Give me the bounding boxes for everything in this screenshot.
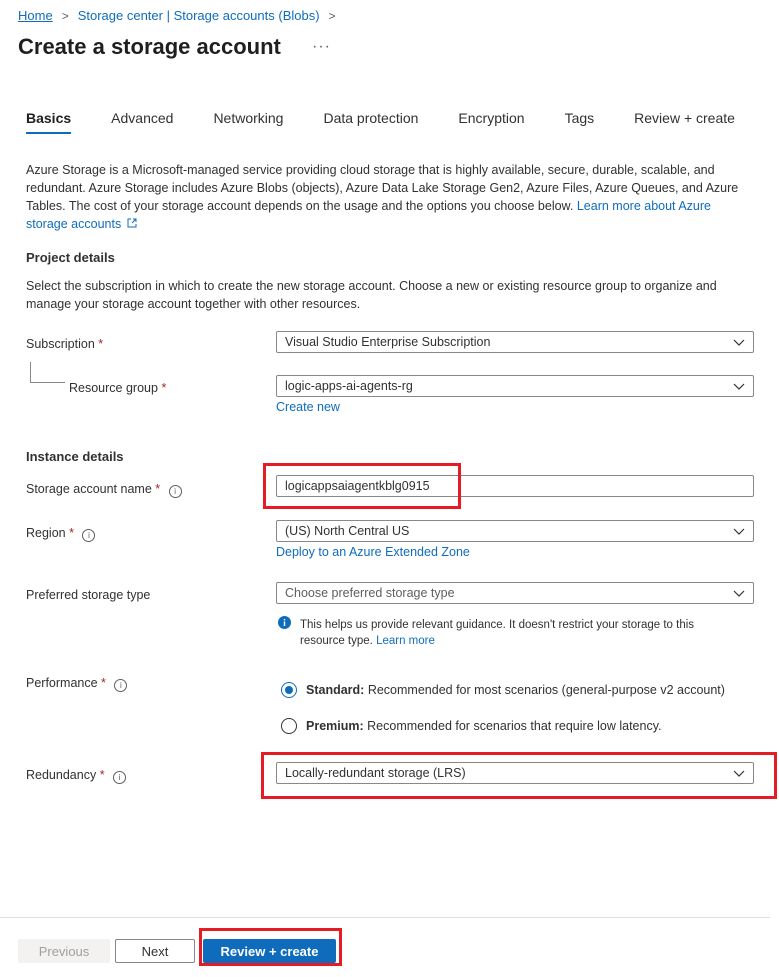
breadcrumb-storage-center-link[interactable]: Storage center | Storage accounts (Blobs) <box>77 8 320 23</box>
storage-type-guidance-text: This helps us provide relevant guidance. It doesn't restrict your storage to this resource type. <box>300 619 695 647</box>
create-new-resource-group-link[interactable]: Create new <box>276 400 340 414</box>
redundancy-label <box>26 768 126 784</box>
highlight-box-redundancy <box>261 752 777 799</box>
tree-connector <box>30 362 65 383</box>
region-label-text: Region <box>26 526 66 540</box>
highlight-box-review-create <box>199 928 342 966</box>
region-label <box>26 526 95 542</box>
chevron-down-icon <box>733 587 745 599</box>
page-title: Create a storage account <box>18 34 281 59</box>
breadcrumb-separator-icon: > <box>61 8 69 23</box>
standard-title: Standard: <box>306 683 365 697</box>
deploy-extended-zone-link[interactable]: Deploy to an Azure Extended Zone <box>276 545 470 559</box>
breadcrumb-separator-icon: > <box>328 8 336 23</box>
tab-data-protection[interactable]: Data protection <box>323 110 419 126</box>
region-value: (US) North Central US <box>285 524 410 538</box>
resource-group-dropdown[interactable] <box>276 375 754 397</box>
preferred-storage-type-placeholder: Choose preferred storage type <box>285 586 455 600</box>
highlight-box-account-name <box>263 463 461 509</box>
intro-text: Azure Storage is a Microsoft-managed service providing cloud storage that is highly available, secure, durable, scalable, and redundant. Azure Storage includes Azure Blobs (objects), Azure Data Lake Storage Gen2, Azure Files, Azure Queues, and Azure Tables. The cost of your storage account depends on the usage and the options you choose below. <box>26 163 739 213</box>
tab-networking[interactable]: Networking <box>213 110 284 126</box>
chevron-down-icon <box>733 380 745 392</box>
tab-tags[interactable]: Tags <box>564 110 595 126</box>
subscription-value: Visual Studio Enterprise Subscription <box>285 335 491 349</box>
breadcrumb <box>18 8 345 23</box>
info-icon[interactable]: i <box>82 529 95 542</box>
premium-desc: Recommended for scenarios that require low latency. <box>367 719 662 733</box>
required-marker: * <box>161 381 167 395</box>
storage-account-name-label <box>26 482 182 498</box>
wizard-tabs <box>26 110 735 134</box>
standard-radio[interactable] <box>281 682 297 698</box>
storage-account-name-label-text: Storage account name <box>26 482 152 496</box>
performance-standard-option[interactable] <box>281 682 725 698</box>
info-icon[interactable]: i <box>114 679 127 692</box>
external-link-icon <box>127 218 137 228</box>
instance-details-heading: Instance details <box>26 449 124 464</box>
premium-radio[interactable] <box>281 718 297 734</box>
required-marker: * <box>101 676 106 690</box>
review-create-button[interactable]: Review + create <box>203 939 336 963</box>
preferred-storage-type-dropdown[interactable] <box>276 582 754 604</box>
info-icon[interactable]: i <box>113 771 126 784</box>
tab-review-create[interactable]: Review + create <box>634 110 735 126</box>
breadcrumb-home-link[interactable]: Home <box>18 8 53 23</box>
chevron-down-icon <box>733 336 745 348</box>
tab-advanced[interactable]: Advanced <box>111 110 174 126</box>
storage-type-guidance <box>300 617 740 649</box>
storage-type-learn-more-link[interactable]: Learn more <box>376 635 435 647</box>
previous-button[interactable]: Previous <box>18 939 110 963</box>
redundancy-value: Locally-redundant storage (LRS) <box>285 766 466 780</box>
subscription-label <box>26 337 103 351</box>
standard-desc: Recommended for most scenarios (general-purpose v2 account) <box>367 683 725 697</box>
chevron-down-icon <box>733 525 745 537</box>
project-details-description: Select the subscription in which to create the new storage account. Choose a new or existing resource group to organize and manage your storage account together with other resources. <box>26 279 717 311</box>
footer-divider <box>0 917 770 918</box>
subscription-dropdown[interactable] <box>276 331 754 353</box>
learn-more-storage-accounts-link[interactable]: Learn more about Azure storage accounts <box>26 199 711 231</box>
resource-group-value: logic-apps-ai-agents-rg <box>285 379 413 393</box>
subscription-label-text: Subscription <box>26 337 95 351</box>
next-button[interactable]: Next <box>115 939 195 963</box>
intro-paragraph <box>26 161 756 233</box>
region-dropdown[interactable] <box>276 520 754 542</box>
info-icon[interactable]: i <box>169 485 182 498</box>
tab-basics[interactable]: Basics <box>26 110 71 134</box>
project-details-heading: Project details <box>26 250 115 265</box>
required-marker: * <box>155 482 161 496</box>
premium-title: Premium: <box>306 719 364 733</box>
performance-premium-option[interactable] <box>281 718 662 734</box>
info-filled-icon <box>278 616 291 632</box>
required-marker: * <box>69 526 74 540</box>
required-marker: * <box>98 337 104 351</box>
resource-group-label-text: Resource group <box>69 381 158 395</box>
performance-label-text: Performance <box>26 676 98 690</box>
resource-group-label <box>69 381 166 395</box>
preferred-storage-type-label: Preferred storage type <box>26 588 151 602</box>
tab-encryption[interactable]: Encryption <box>458 110 525 126</box>
required-marker: * <box>99 768 105 782</box>
performance-label <box>26 676 127 692</box>
more-options-icon[interactable]: ··· <box>312 38 331 55</box>
storage-account-name-value: logicappsaiagentkblg0915 <box>285 479 430 493</box>
standard-option-text <box>306 683 725 697</box>
redundancy-label-text: Redundancy <box>26 768 97 782</box>
premium-option-text <box>306 719 662 733</box>
